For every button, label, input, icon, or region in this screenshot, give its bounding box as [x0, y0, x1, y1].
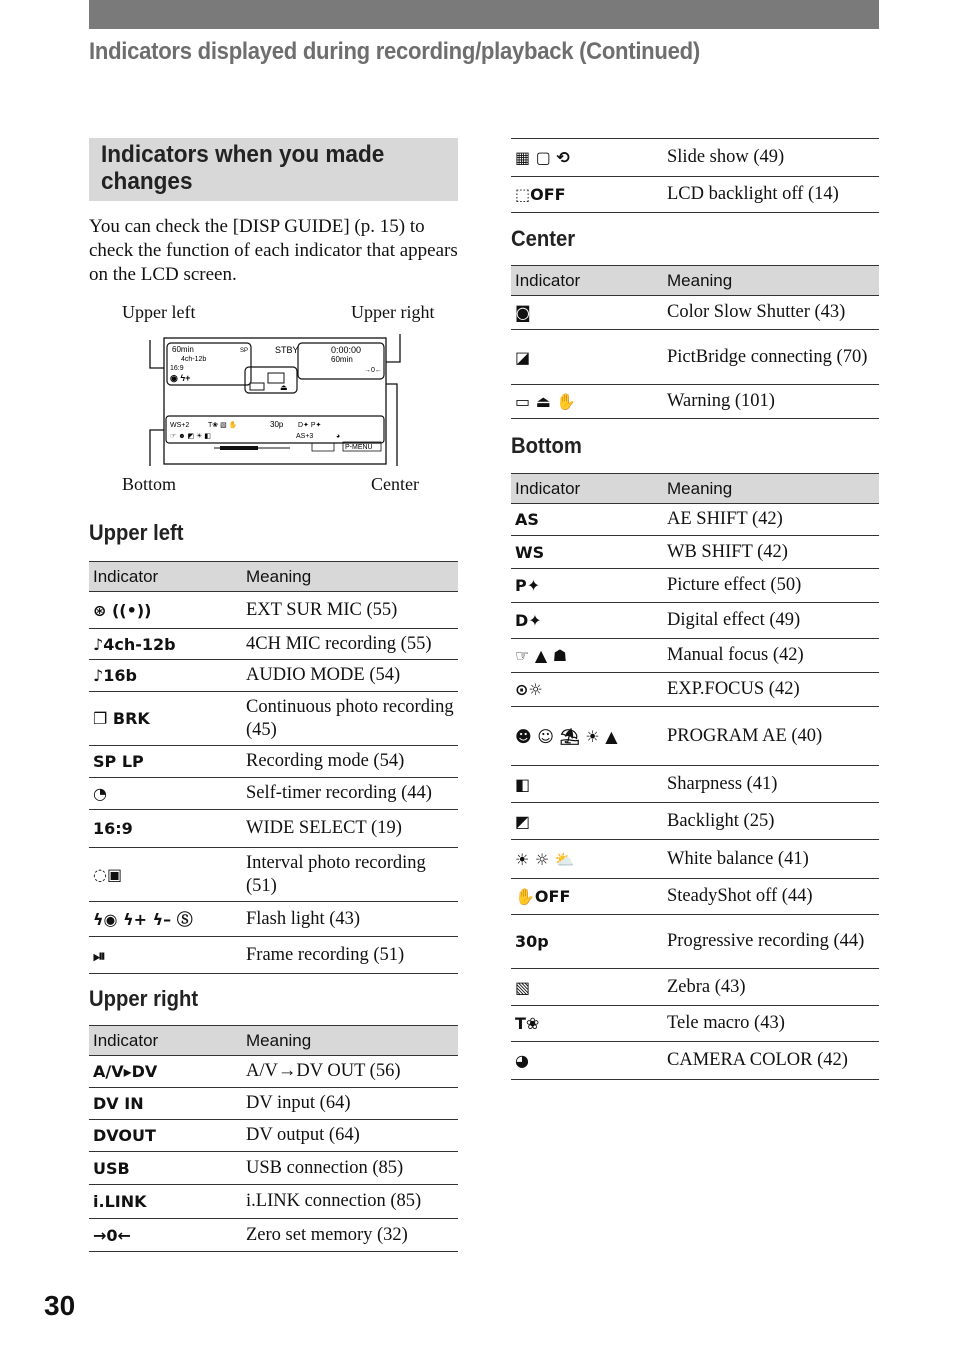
lcd-stby: STBY	[275, 345, 299, 355]
lcd-4ch: 4ch-12b	[181, 356, 207, 363]
indicator-meaning: USB connection (85)	[242, 1152, 458, 1185]
indicator-icon: ◕	[511, 1042, 663, 1080]
page-title: Indicators displayed during recording/playback (Continued)	[89, 38, 700, 65]
table-row	[89, 1185, 458, 1219]
table-row	[89, 660, 458, 692]
table-row	[89, 746, 458, 778]
lcd-diagram	[140, 330, 410, 470]
indicator-icon: ♪16b	[89, 660, 242, 692]
indicator-meaning: Digital effect (49)	[663, 603, 879, 639]
lcd-sp: SP	[240, 348, 249, 354]
section-title-box	[89, 138, 458, 201]
col-indicator: Indicator	[89, 562, 242, 592]
indicator-icon: DVOUT	[89, 1120, 242, 1152]
table-row	[511, 504, 879, 536]
table-row	[89, 1219, 458, 1252]
indicator-meaning: A/V→DV OUT (56)	[242, 1056, 458, 1088]
indicator-meaning: Zebra (43)	[663, 969, 879, 1006]
indicator-icon: SP LP	[89, 746, 242, 778]
indicator-meaning: Backlight (25)	[663, 803, 879, 840]
indicator-meaning: Picture effect (50)	[663, 569, 879, 603]
heading-upper-left: Upper left	[89, 520, 184, 545]
indicator-meaning: Slide show (49)	[663, 139, 879, 177]
label-upper-left: Upper left	[122, 302, 196, 322]
indicator-icon: ▦ ▢ ⟲	[511, 139, 663, 177]
lcd-169: 16:9	[170, 365, 184, 372]
indicator-meaning: DV input (64)	[242, 1088, 458, 1120]
heading-bottom: Bottom	[511, 433, 582, 458]
indicator-meaning: Zero set memory (32)	[242, 1219, 458, 1252]
lcd-ws: WS+2	[170, 422, 190, 429]
indicator-meaning: Continuous photo recording (45)	[242, 692, 458, 746]
upper-left-table	[89, 561, 458, 974]
indicator-meaning: PROGRAM AE (40)	[663, 707, 879, 766]
indicator-icon: ◧	[511, 766, 663, 803]
table-row	[511, 1006, 879, 1042]
indicator-icon: 30p	[511, 915, 663, 969]
table-row	[511, 536, 879, 569]
indicator-icon: T❀	[511, 1006, 663, 1042]
col-meaning: Meaning	[242, 562, 458, 592]
table-row	[511, 177, 879, 213]
col-indicator: Indicator	[511, 266, 663, 296]
indicator-meaning: 4CH MIC recording (55)	[242, 629, 458, 660]
svg-text:◉ ϟ+: ◉ ϟ+	[170, 373, 191, 383]
indicator-icon: ⊙☼	[511, 673, 663, 707]
indicator-meaning: Sharpness (41)	[663, 766, 879, 803]
label-bottom: Bottom	[122, 474, 177, 494]
indicator-icon: ◙	[511, 296, 663, 330]
indicator-meaning: Warning (101)	[663, 385, 879, 419]
label-upper-right: Upper right	[351, 302, 435, 322]
table-row	[511, 569, 879, 603]
indicator-icon: i.LINK	[89, 1185, 242, 1219]
indicator-meaning: EXP.FOCUS (42)	[663, 673, 879, 707]
indicator-meaning: AUDIO MODE (54)	[242, 660, 458, 692]
indicator-icon: ⬚OFF	[511, 177, 663, 213]
table-row	[511, 915, 879, 969]
table-row	[89, 810, 458, 848]
table-row	[89, 1152, 458, 1185]
indicator-meaning: Manual focus (42)	[663, 639, 879, 673]
indicator-icon: USB	[89, 1152, 242, 1185]
indicator-meaning: Frame recording (51)	[242, 937, 458, 974]
col-meaning: Meaning	[663, 474, 879, 504]
table-row	[89, 1088, 458, 1120]
heading-center: Center	[511, 226, 576, 251]
lcd-30p: 30p	[270, 420, 284, 429]
lcd-pmenu: P-MENU	[345, 444, 373, 451]
indicator-meaning: Progressive recording (44)	[663, 915, 879, 969]
table-row	[511, 707, 879, 766]
indicator-icon: ☀ ☼ ⛅	[511, 840, 663, 879]
indicator-icon: ❐ BRK	[89, 692, 242, 746]
svg-text:→0←: →0←	[364, 367, 382, 374]
indicator-icon: ▧	[511, 969, 663, 1006]
header-bar	[89, 0, 879, 29]
indicator-icon: DV IN	[89, 1088, 242, 1120]
upper-right-table	[89, 1025, 458, 1252]
table-row	[511, 803, 879, 840]
indicator-meaning: White balance (41)	[663, 840, 879, 879]
table-row	[511, 603, 879, 639]
indicator-icon: ☞ ▲ ☗	[511, 639, 663, 673]
col-meaning: Meaning	[663, 266, 879, 296]
table-row	[511, 969, 879, 1006]
bottom-table	[511, 473, 879, 1080]
indicator-meaning: PictBridge connecting (70)	[663, 330, 879, 385]
svg-text:D✦ P✦: D✦ P✦	[298, 422, 322, 429]
table-row	[511, 673, 879, 707]
indicator-meaning: Self-timer recording (44)	[242, 778, 458, 810]
indicator-meaning: AE SHIFT (42)	[663, 504, 879, 536]
indicator-icon: ⏯	[89, 937, 242, 974]
right-top-table	[511, 138, 879, 213]
svg-text:⏏: ⏏	[280, 383, 288, 392]
table-row	[511, 385, 879, 419]
indicator-icon: ◌▣	[89, 848, 242, 902]
indicator-icon: ϟ◉ ϟ+ ϟ– Ⓢ	[89, 902, 242, 937]
indicator-meaning: i.LINK connection (85)	[242, 1185, 458, 1219]
lcd-60min-right: 60min	[331, 355, 353, 364]
indicator-meaning: CAMERA COLOR (42)	[663, 1042, 879, 1080]
indicator-icon: ✋OFF	[511, 879, 663, 915]
table-row	[511, 879, 879, 915]
table-row	[511, 330, 879, 385]
table-row	[89, 937, 458, 974]
col-meaning: Meaning	[242, 1026, 458, 1056]
col-indicator: Indicator	[511, 474, 663, 504]
indicator-icon: ◩	[511, 803, 663, 840]
svg-text:◕: ◕	[336, 433, 341, 440]
table-row	[511, 639, 879, 673]
table-row	[89, 692, 458, 746]
indicator-icon: ▭ ⏏ ✋	[511, 385, 663, 419]
indicator-icon: ⊛ ((•))	[89, 592, 242, 629]
indicator-meaning: DV output (64)	[242, 1120, 458, 1152]
indicator-meaning: Recording mode (54)	[242, 746, 458, 778]
indicator-meaning: Interval photo recording (51)	[242, 848, 458, 902]
indicator-icon: 16:9	[89, 810, 242, 848]
indicator-icon: →0←	[89, 1219, 242, 1252]
center-table	[511, 265, 879, 419]
indicator-meaning: WB SHIFT (42)	[663, 536, 879, 569]
table-row	[89, 1120, 458, 1152]
lcd-as: AS+3	[296, 433, 314, 440]
table-row	[89, 848, 458, 902]
table-row	[89, 902, 458, 937]
indicator-icon: WS	[511, 536, 663, 569]
indicator-meaning: LCD backlight off (14)	[663, 177, 879, 213]
indicator-meaning: Tele macro (43)	[663, 1006, 879, 1042]
section-title: Indicators when you made changes	[101, 141, 385, 195]
indicator-icon: D✦	[511, 603, 663, 639]
table-row	[511, 296, 879, 330]
table-row	[89, 629, 458, 660]
table-row	[511, 1042, 879, 1080]
page-number: 30	[44, 1290, 76, 1321]
table-row	[511, 766, 879, 803]
indicator-meaning: Color Slow Shutter (43)	[663, 296, 879, 330]
intro-text: You can check the [DISP GUIDE] (p. 15) to check the function of each indicator that appears on the LCD screen.	[89, 216, 458, 285]
svg-text:T❀ ▧ ✋: T❀ ▧ ✋	[208, 422, 238, 429]
label-center: Center	[371, 474, 419, 494]
lcd-60min-left: 60min	[172, 345, 194, 354]
indicator-icon: ◪	[511, 330, 663, 385]
svg-text:☞ ☻ ◩ ☀ ◧: ☞ ☻ ◩ ☀ ◧	[170, 433, 211, 440]
indicator-icon: A/V▸DV	[89, 1056, 242, 1088]
indicator-icon: AS	[511, 504, 663, 536]
table-row	[511, 840, 879, 879]
table-row	[89, 1056, 458, 1088]
indicator-icon: P✦	[511, 569, 663, 603]
indicator-icon: ◔	[89, 778, 242, 810]
table-row	[511, 139, 879, 177]
col-indicator: Indicator	[89, 1026, 242, 1056]
table-row	[89, 778, 458, 810]
indicator-icon: ☻ ☺ ⛱ ☀ ▲	[511, 707, 663, 766]
indicator-meaning: WIDE SELECT (19)	[242, 810, 458, 848]
lcd-time: 0:00:00	[331, 345, 362, 355]
indicator-meaning: Flash light (43)	[242, 902, 458, 937]
indicator-meaning: SteadyShot off (44)	[663, 879, 879, 915]
indicator-icon: ♪4ch-12b	[89, 629, 242, 660]
heading-upper-right: Upper right	[89, 986, 199, 1011]
indicator-meaning: EXT SUR MIC (55)	[242, 592, 458, 629]
table-row	[89, 592, 458, 629]
